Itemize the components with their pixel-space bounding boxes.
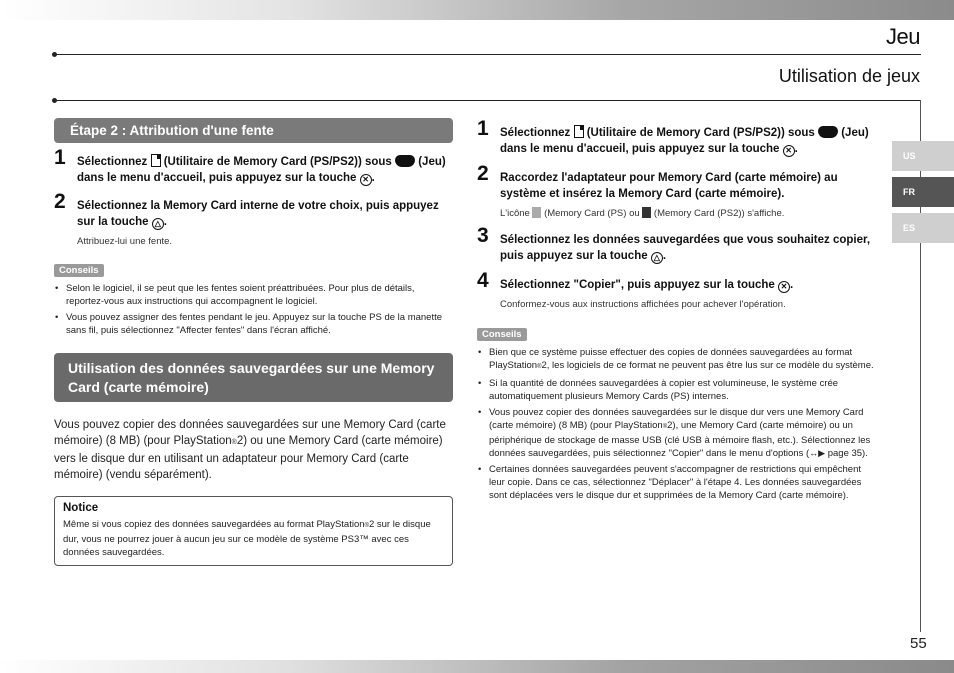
- triangle-button-icon: △: [152, 218, 164, 230]
- tips-label: Conseils: [477, 328, 527, 341]
- controller-icon: [395, 155, 415, 167]
- header-rule-bottom: [55, 100, 921, 101]
- step-text: Raccordez l'adaptateur pour Memory Card (carte mémoire) au système et insérez la Memory Card (carte mémoire).: [500, 172, 838, 200]
- ps2-memory-card-icon: [642, 207, 651, 218]
- notice-title: Notice: [63, 502, 99, 514]
- para-text: Vous pouvez copier des données sauvegardées sur une Memory Card (carte mémoire) (8 MB) (pour PlayStation: [54, 419, 446, 447]
- section-heading-slot: Étape 2 : Attribution d'une fente: [54, 118, 453, 143]
- tips-list: [54, 282, 453, 337]
- notice-body: [63, 518, 444, 559]
- left-column: [54, 118, 453, 566]
- right-step-1: [477, 117, 879, 157]
- intro-paragraph: [54, 417, 453, 483]
- step-text: Sélectionnez les données sauvegardées que vous souhaitez copier, puis appuyez sur la touche: [500, 234, 871, 262]
- page-subtitle: Utilisation de jeux: [778, 66, 920, 86]
- tip-item: [477, 406, 879, 460]
- step-text: (Jeu) dans le menu d'accueil, puis appuyez sur la touche: [77, 156, 446, 184]
- step-text: Sélectionnez: [77, 156, 151, 168]
- page-number: 55: [910, 635, 927, 652]
- right-step-3: [477, 224, 879, 264]
- step-text: Sélectionnez: [500, 127, 574, 139]
- memory-card-icon: [151, 154, 161, 167]
- memory-card-icon: [574, 125, 584, 138]
- registered-mark: ®: [537, 364, 542, 370]
- notice-box: [54, 496, 453, 566]
- registered-mark: ®: [364, 523, 369, 529]
- tip-item: • Si la quantité de données sauvegardées à copier est volumineuse, le système crée automatiquement plusieurs Memory Cards (PS) internes.: [477, 377, 879, 403]
- note-text: (Memory Card (PS) ou: [541, 208, 643, 219]
- left-step-2: [54, 190, 453, 230]
- tip-item: • Certaines données sauvegardées peuvent s'accompagner de restrictions qui empêchent leur copie. Dans ce cas, sélectionnez "Déplacer" à l'étape 4. Les données sauvegardées sont déplacées vers le disque dur et supprimées de la Memory Card (carte mémoire).: [477, 463, 879, 502]
- step-number: 4: [477, 269, 489, 292]
- step-text: Sélectionnez la Memory Card interne de votre choix, puis appuyez sur la touche: [77, 200, 439, 228]
- section-heading-memory-card: Utilisation des données sauvegardées sur une Memory Card (carte mémoire): [54, 353, 453, 402]
- lang-tab-fr[interactable]: FR: [892, 177, 954, 207]
- rule-dot: [52, 52, 57, 57]
- step-number: 1: [54, 146, 66, 169]
- controller-icon: [818, 126, 838, 138]
- step-text: .: [371, 172, 375, 184]
- step-number: 1: [477, 117, 489, 140]
- right-column: [477, 118, 879, 505]
- header-rule-top: [55, 54, 921, 55]
- step-text: .: [790, 279, 794, 291]
- step-note: [477, 207, 879, 220]
- page-title: Jeu: [886, 24, 920, 49]
- step-text: (Utilitaire de Memory Card (PS/PS2)) sous: [583, 127, 819, 139]
- para-text: 2) ou une Memory Card (carte mémoire) vers le disque dur en utilisant un adaptateur pour Memory Card (carte mémoire) (vendu séparément).: [54, 435, 443, 481]
- step-number: 2: [54, 190, 66, 213]
- registered-mark: ®: [231, 439, 237, 446]
- left-step-1: [54, 146, 453, 186]
- bottom-gradient-bar: [0, 660, 954, 673]
- cross-button-icon: ✕: [778, 281, 790, 293]
- notice-text: Même si vous copiez des données sauvegardées au format PlayStation: [63, 519, 365, 530]
- options-arrow-icon: ↔▶: [809, 448, 826, 458]
- tips-list: [477, 346, 879, 502]
- step-number: 3: [477, 224, 489, 247]
- step-note: Conformez-vous aux instructions affichées pour achever l'opération.: [500, 299, 786, 310]
- cross-button-icon: ✕: [360, 174, 372, 186]
- tip-item: [477, 346, 879, 374]
- step-text: .: [794, 143, 798, 155]
- step-number: 2: [477, 162, 489, 185]
- step-text: .: [163, 216, 167, 228]
- step-text: (Utilitaire de Memory Card (PS/PS2)) sous: [160, 156, 396, 168]
- notice-text: 2 sur le disque dur, vous ne pourrez jouer à aucun jeu sur ce modèle de système PS3™ avec ces données sauvegardées.: [63, 519, 431, 558]
- note-text: L'icône: [500, 208, 533, 219]
- rule-dot: [52, 98, 57, 103]
- top-gradient-bar: [0, 0, 954, 20]
- tip-text: 2), une Memory Card (carte mémoire) ou un périphérique de stockage de masse USB (clé USB à mémoire flash, etc.). Sélectionnez les données sauvegardées, puis sélectionnez "Copier" dans le menu d'options (: [489, 420, 871, 459]
- step-text: Sélectionnez "Copier", puis appuyez sur la touche: [500, 279, 779, 291]
- tip-text: 2, les logiciels de ce format ne peuvent pas être lus sur ce modèle du système.: [541, 360, 874, 371]
- lang-tab-es[interactable]: ES: [892, 213, 954, 243]
- tip-item: • Vous pouvez assigner des fentes pendant le jeu. Appuyez sur la touche PS de la manette sans fil, puis sélectionnez "Affecter fentes" dans l'écran affiché.: [54, 311, 453, 337]
- note-text: (Memory Card (PS2)) s'affiche.: [651, 208, 785, 219]
- tips-label: Conseils: [54, 264, 104, 277]
- tip-text: Bien que ce système puisse effectuer des copies de données sauvegardées au format PlayStation: [489, 347, 853, 371]
- lang-tab-us[interactable]: US: [892, 141, 954, 171]
- tip-item: • Selon le logiciel, il se peut que les fentes soient préattribuées. Pour plus de détails, reportez-vous aux instructions qui accompagnent le logiciel.: [54, 282, 453, 308]
- step-text: (Jeu) dans le menu d'accueil, puis appuyez sur la touche: [500, 127, 869, 155]
- triangle-button-icon: △: [651, 252, 663, 264]
- cross-button-icon: ✕: [783, 145, 795, 157]
- tip-text: Vous pouvez copier des données sauvegardées sur le disque dur vers une Memory Card (carte mémoire) (8 MB) (pour PlayStation: [489, 407, 864, 431]
- registered-mark: ®: [662, 424, 668, 430]
- step-note: Attribuez-lui une fente.: [77, 236, 173, 247]
- right-step-4: [477, 269, 879, 293]
- tip-text: page 35).: [825, 448, 868, 459]
- step-text: .: [662, 250, 667, 262]
- right-step-2: [477, 162, 879, 202]
